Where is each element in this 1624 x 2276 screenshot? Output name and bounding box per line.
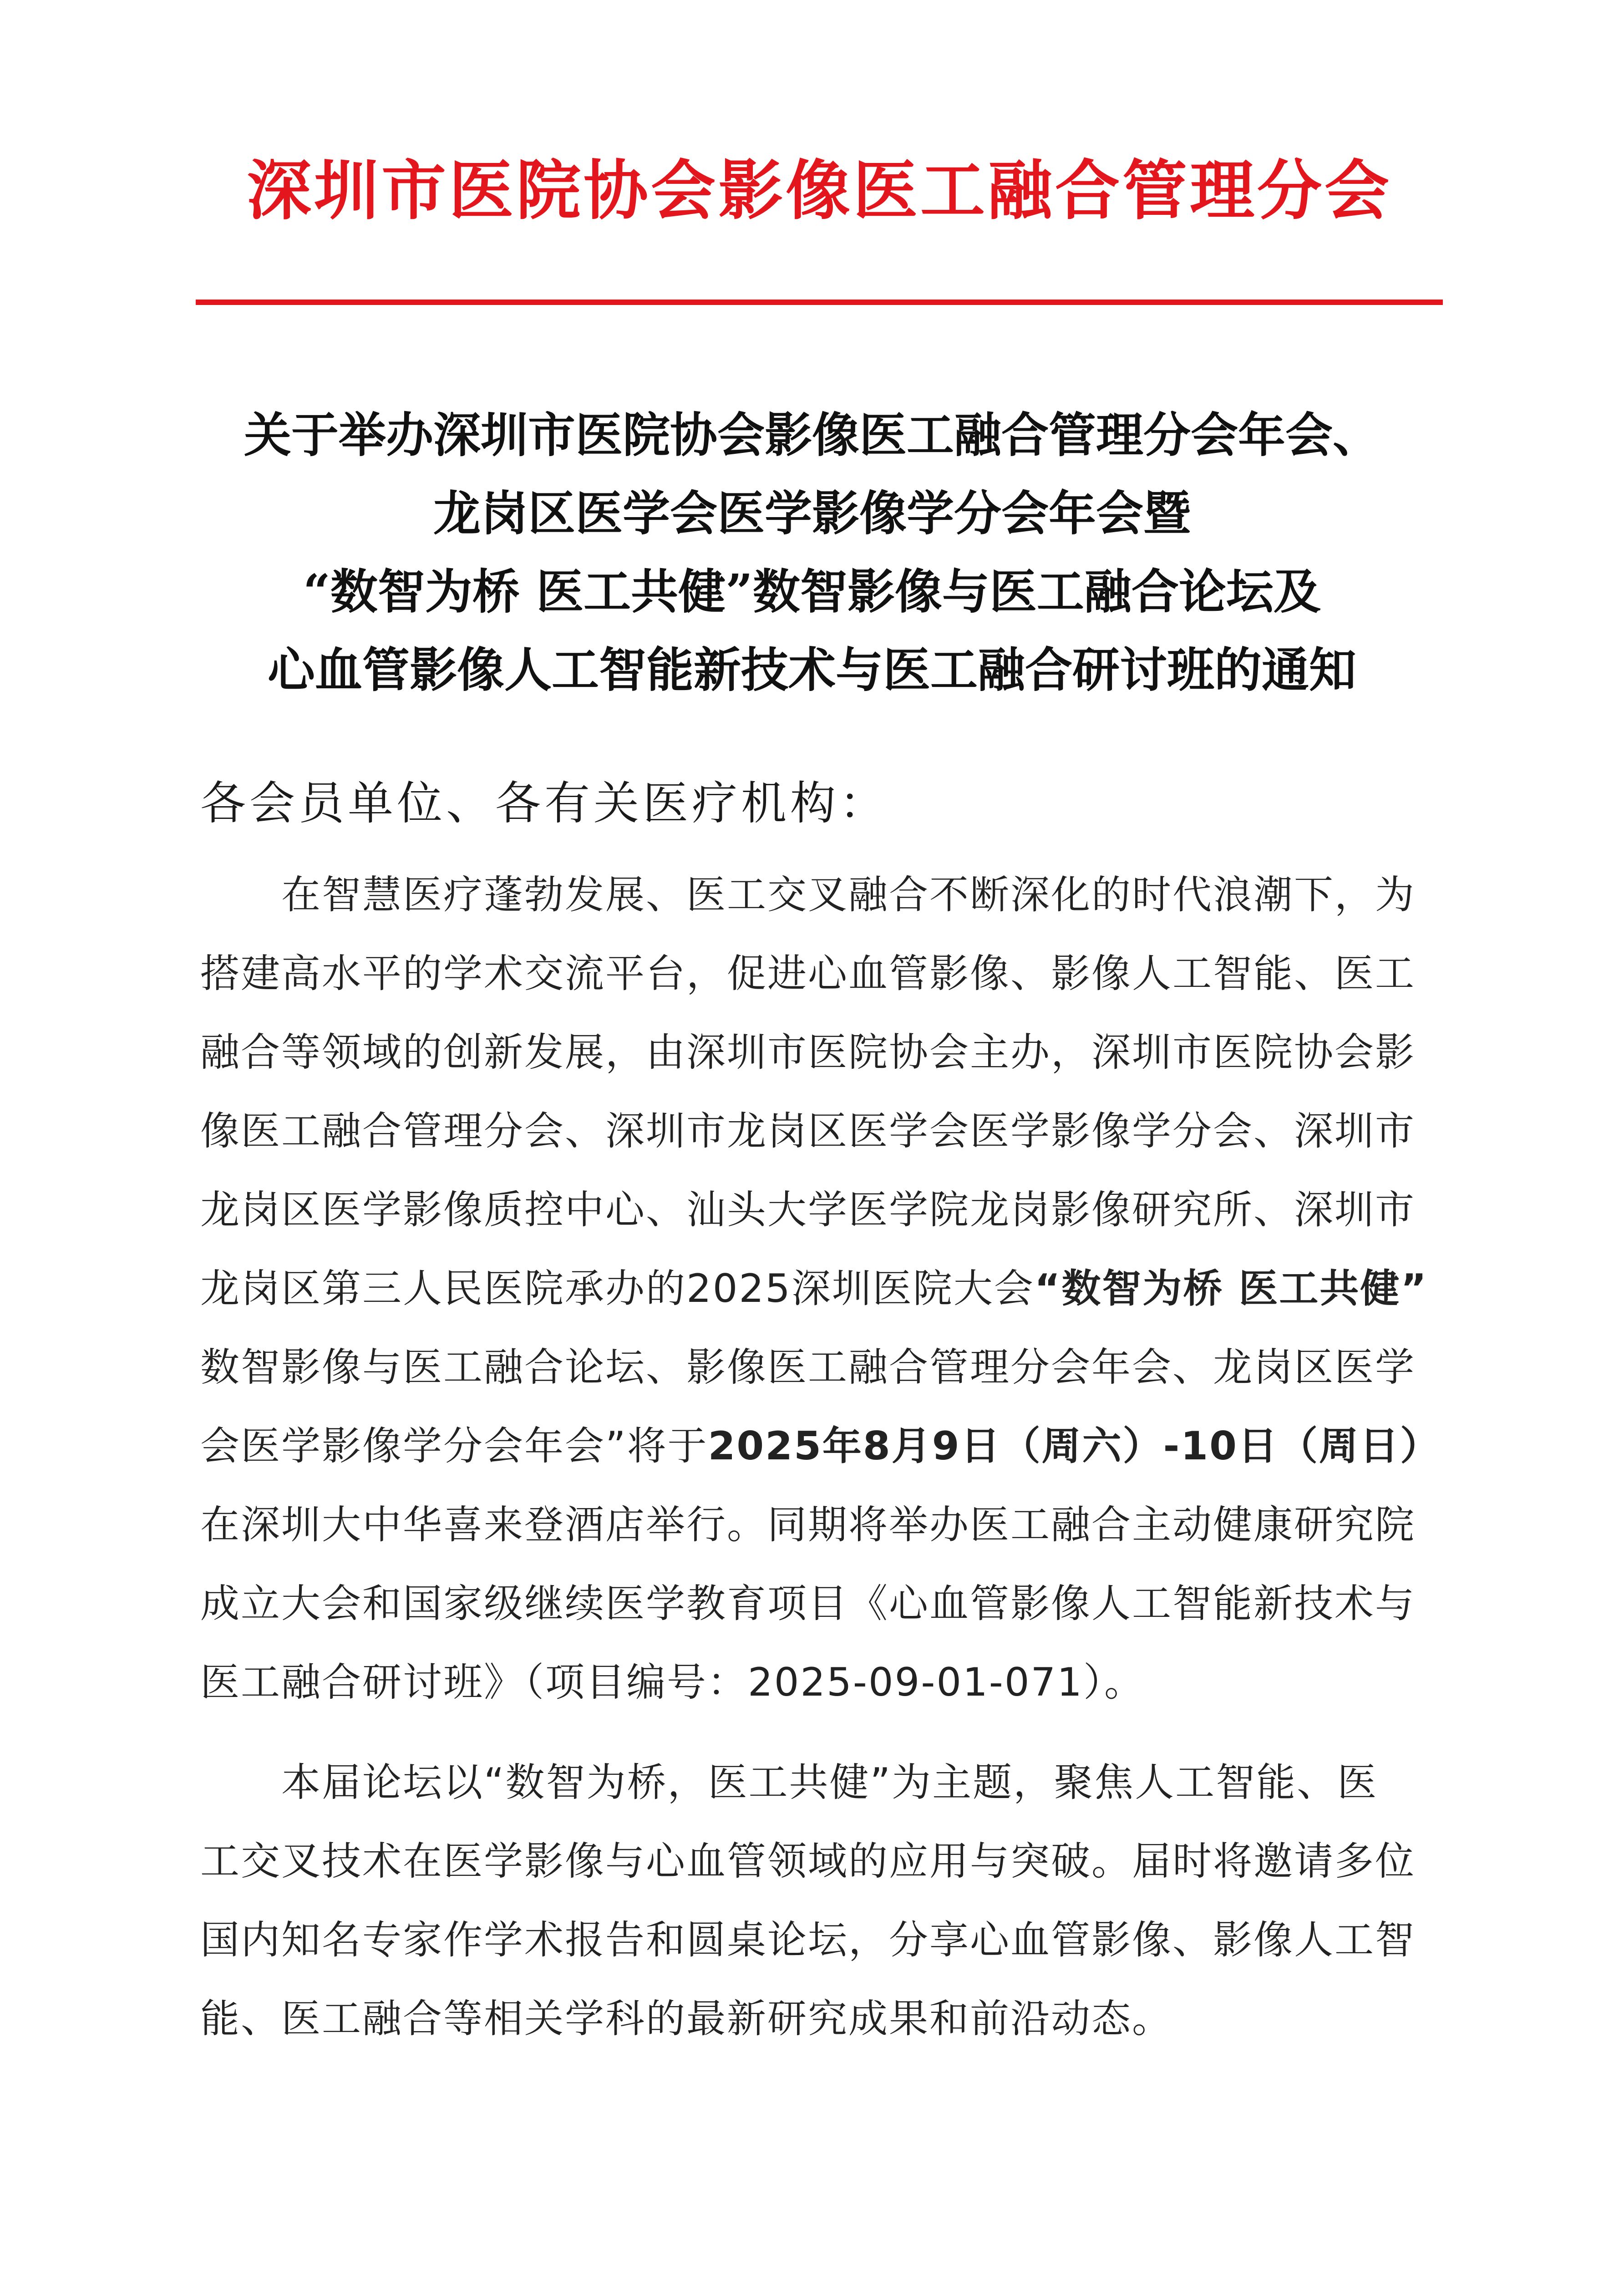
salutation: 各会员单位、各有关医疗机构： xyxy=(200,777,888,830)
document-title xyxy=(137,396,1487,709)
title-line: 关于举办深圳市医院协会影像医工融合管理分会年会、 xyxy=(244,407,1380,463)
paragraph-line xyxy=(200,1250,1447,1328)
paragraph-line: 成立大会和国家级继续医学教育项目《心血管影像人工智能新技术与 xyxy=(200,1581,1416,1626)
title-line: “数智为桥 医工共健”数智影像与医工融合论坛及 xyxy=(303,564,1321,620)
paragraph-line: 像医工融合管理分会、深圳市龙岗区医学会医学影像学分会、深圳市 xyxy=(200,1108,1416,1154)
title-line: 心血管影像人工智能新技术与医工融合研讨班的通知 xyxy=(267,642,1356,698)
paragraph-line: 在智慧医疗蓬勃发展、医工交叉融合不断深化的时代浪潮下，为 xyxy=(281,872,1416,918)
paragraph-line: 医工融合研讨班》（项目编号：2025-09-01-071）。 xyxy=(200,1660,1145,1705)
paragraph-intro xyxy=(200,856,1447,1722)
paragraph-line: 融合等领域的创新发展，由深圳市医院协会主办，深圳市医院协会影 xyxy=(200,1030,1416,1075)
paragraph-text: 龙岗区第三人民医院承办的2025深圳医院大会 xyxy=(200,1266,1035,1311)
header-red-rule xyxy=(196,300,1443,305)
paragraph-line: 国内知名专家作学术报告和圆桌论坛，分享心血管影像、影像人工智 xyxy=(200,1917,1416,1963)
paragraph-line: 本届论坛以“数智为桥，医工共健”为主题，聚焦人工智能、医 xyxy=(281,1760,1378,1805)
paragraph-text: 将于 xyxy=(627,1423,708,1469)
paragraph-line xyxy=(200,1407,1447,1486)
paragraph-text: 会医学影像学分会年会” xyxy=(200,1423,627,1469)
paragraph-line: 搭建高水平的学术交流平台，促进心血管影像、影像人工智能、医工 xyxy=(200,951,1416,996)
event-date-highlight: 2025年8月9日（周六）-10日（周日） xyxy=(708,1423,1441,1469)
forum-theme-highlight: “数智为桥 医工共健” xyxy=(1034,1266,1428,1311)
title-line: 龙岗区医学会医学影像学分会年会暨 xyxy=(433,485,1191,541)
paragraph-line: 工交叉技术在医学影像与心血管领域的应用与突破。届时将邀请多位 xyxy=(200,1839,1416,1884)
paragraph-line: 龙岗区医学影像质控中心、汕头大学医学院龙岗影像研究所、深圳市 xyxy=(200,1187,1416,1233)
paragraph-line: 能、医工融合等相关学科的最新研究成果和前沿动态。 xyxy=(200,1996,1172,2042)
paragraph-theme xyxy=(200,1743,1447,2058)
organization-header: 深圳市医院协会影像医工融合管理分会 xyxy=(247,153,1392,229)
paragraph-line: 数智影像与医工融合论坛、影像医工融合管理分会年会、龙岗区医学 xyxy=(200,1345,1416,1390)
paragraph-line: 在深圳大中华喜来登酒店举行。同期将举办医工融合主动健康研究院 xyxy=(200,1502,1416,1548)
